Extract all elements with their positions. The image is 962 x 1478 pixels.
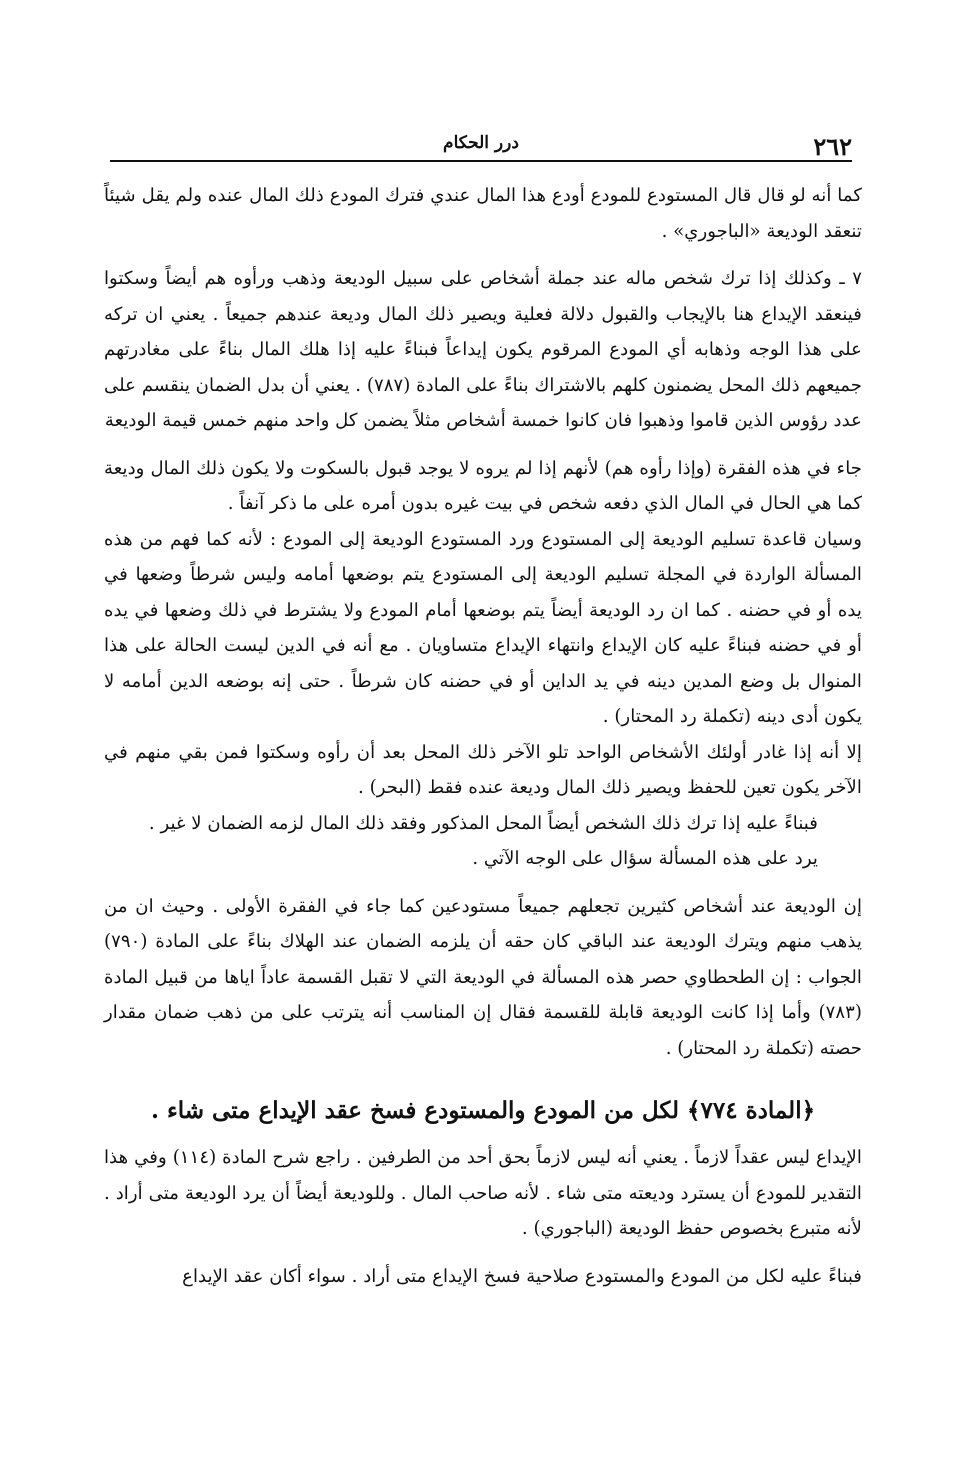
paragraph: يرد على هذه المسألة سؤال على الوجه الآتي . [472, 848, 818, 869]
paragraph: جاء في هذه الفقرة (وإذا رأوه هم) لأنهم إذا لم يروه لا يوجد قبول بالسكوت ولا يكون ذلك المال وديعة كما هي الحال في المال الذي دفعه شخص في بيت غيره بدون أمره على ما ذكر آنفاً . [104, 457, 862, 514]
paragraph: الإيداع ليس عقداً لازماً . يعني أنه ليس لازماً بحق أحد من الطرفين . راجع شرح المادة (١١٤) وفي هذا التقدير للمودع أن يسترد وديعته متى شاء . لأنه صاحب المال . وللوديعة أيضاً أن يرد الوديعة متى أراد . لأنه متبرع بخصوص حفظ الوديعة (الباجوري) . [104, 1147, 862, 1239]
paragraph: ٧ ـ وكذلك إذا ترك شخص ماله عند جملة أشخاص على سبيل الوديعة وذهب ورأوه هم أيضاً وسكتوا فينعقد الإيداع هنا بالإيجاب والقبول دلالة فعلية ويصير ذلك المال وديعة عندهم جميعاً . يعني ان تركه على هذا الوجه وذهابه أي المودع المرقوم يكون إيداعاً فبناءً عليه إذا هلك المال بناءً على مغادرتهم جميعهم ذلك المحل يضمنون كلهم بالاشتراك بناءً على المادة (٧٨٧) . يعني أن بدل الضمان ينقسم على عدد رؤوس الذين قاموا وذهبوا فان كانوا خمسة أشخاص مثلاً يضمن كل واحد منهم خمس قيمة الوديعة [104, 268, 862, 431]
paragraph: فبناءً عليه لكل من المودع والمستودع صلاحية فسخ الإيداع متى أراد . سواء أكان عقد الإيداع [182, 1265, 862, 1287]
paragraph: إلا أنه إذا غادر أولئك الأشخاص الواحد تلو الآخر ذلك المحل بعد أن رأوه وسكتوا فمن بقي منهم في الآخر يكون تعين للحفظ ويصير ذلك المال وديعة عنده فقط (البحر) . [104, 741, 862, 798]
article-heading: ﴿المادة ٧٧٤﴾ لكل من المودع والمستودع فسخ عقد الإيداع متى شاء . [150, 1097, 816, 1124]
page-body [104, 178, 862, 1294]
paragraph: وسيان قاعدة تسليم الوديعة إلى المستودع ورد المستودع الوديعة إلى المودع : لأنه كما فهم من هذه المسألة الواردة في المجلة تسليم الوديعة إلى المستودع يتم بوضعها أمامه وليس شرطاً وضعها في يده أو في حضنه . كما ان رد الوديعة أيضاً يتم بوضعها أمام المودع ولا يشترط في ذلك وضعها في يده أو في حضنه فبناءً عليه كان الإيداع وانتهاء الإيداع متساويان . مع أنه في الدين ليست الحالة على هذا المنوال بل وضع المدين دينه في يد الداين أو في حضنه كان شرطاً . حتى إنه بوضعه الدين أمامه لا يكون أدى دينه (تكملة رد المحتار) . [104, 528, 862, 727]
paragraph: إن الوديعة عند أشخاص كثيرين تجعلهم جميعاً مستودعين كما جاء في الفقرة الأولى . وحيث ان من يذهب منهم ويترك الوديعة عند الباقي كان حقه أن يلزمه الضمان عند الهلاك بناءً على المادة (٧٩٠) الجواب : إن الطحطاوي حصر هذه المسألة في الوديعة التي لا تقبل القسمة عاداً اياها من قبيل المادة (٧٨٣) وأما إذا كانت الوديعة قابلة للقسمة فقال إن المناسب أنه يترتب على من ذهب ضمان مقدار حصته (تكملة رد المحتار) . [104, 895, 862, 1059]
paragraph: كما أنه لو قال قال المستودع للمودع أودع هذا المال عندي فترك المودع ذلك المال عنده ولم يقل شيئاً تنعقد الوديعة «الباجوري» . [104, 185, 862, 242]
page-header [110, 128, 852, 162]
paragraph: فبناءً عليه إذا ترك ذلك الشخص أيضاً المحل المذكور وفقد ذلك المال لزمه الضمان لا غير . [148, 812, 818, 834]
page-number: ٢٦٢ [813, 132, 852, 161]
running-title: درر الحكام [443, 133, 519, 153]
